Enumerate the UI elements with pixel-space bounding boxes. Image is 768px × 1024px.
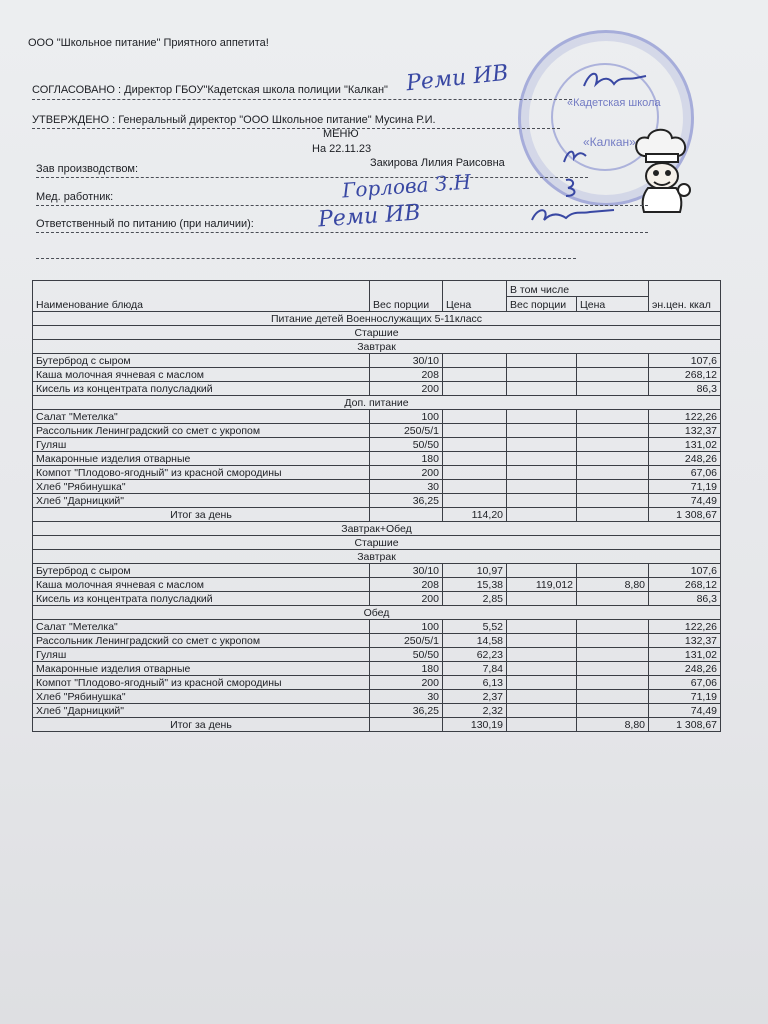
stamp-text-name: «Калкан» [583,135,636,149]
production-label: Зав производством: [36,163,139,175]
section-row [33,396,721,410]
dish-name-cell: Бутерброд с сыром [33,564,370,578]
price-cell: 2,85 [443,592,507,606]
table-row [33,634,721,648]
weight-cell: 36,25 [370,704,443,718]
including-weight-cell [507,690,577,704]
table-row [33,466,721,480]
weight-cell: 208 [370,578,443,592]
including-weight-cell [507,704,577,718]
price-cell [443,480,507,494]
table-row [33,620,721,634]
approved-line: УТВЕРЖДЕНО : Генеральный директор "ООО Школьное питание" Мусина Р.И. [32,114,436,126]
section-row [33,312,721,326]
agreed-underline [32,99,572,100]
price-cell [443,382,507,396]
section-row [33,536,721,550]
nutrition-label: Ответственный по питанию (при наличии): [36,218,254,230]
including-weight-cell [507,718,577,732]
weight-cell: 30/10 [370,354,443,368]
dish-name-cell: Хлеб "Дарницкий" [33,494,370,508]
table-row [33,438,721,452]
section-label: Завтрак [33,340,721,354]
energy-cell: 268,12 [649,368,721,382]
price-cell [443,494,507,508]
dish-name-cell: Кисель из концентрата полусладкий [33,382,370,396]
including-price-cell [577,354,649,368]
energy-cell: 107,6 [649,354,721,368]
col-including-price: Цена [577,296,649,312]
including-price-cell [577,480,649,494]
including-weight-cell [507,410,577,424]
dish-name-cell: Компот "Плодово-ягодный" из красной смородины [33,466,370,480]
section-label: Старшие [33,536,721,550]
energy-cell: 74,49 [649,704,721,718]
agreed-signature: Реми ИВ [404,60,510,97]
including-weight-cell [507,494,577,508]
menu-title: МЕНЮ [323,128,359,140]
price-cell: 130,19 [443,718,507,732]
price-cell: 5,52 [443,620,507,634]
nutrition-signature: Реми ИВ [317,200,422,233]
medic-initials-icon [560,176,586,198]
table-row [33,676,721,690]
energy-cell: 122,26 [649,410,721,424]
including-price-cell [577,410,649,424]
section-row [33,522,721,536]
dish-name-cell: Салат "Метелка" [33,620,370,634]
section-label: Завтрак+Обед [33,522,721,536]
weight-cell: 200 [370,466,443,480]
including-weight-cell [507,368,577,382]
price-cell: 10,97 [443,564,507,578]
dish-name-cell: Макаронные изделия отварные [33,662,370,676]
price-cell: 2,32 [443,704,507,718]
dish-name-cell: Рассольник Ленинградский со смет с укропом [33,634,370,648]
including-weight-cell [507,452,577,466]
col-price: Цена [443,281,507,312]
including-price-cell [577,508,649,522]
dish-name-cell: Рассольник Ленинградский со смет с укропом [33,424,370,438]
energy-cell: 67,06 [649,466,721,480]
weight-cell: 100 [370,620,443,634]
dish-name-cell: Бутерброд с сыром [33,354,370,368]
production-name: Закирова Лилия Раисовна [370,157,505,169]
price-cell: 114,20 [443,508,507,522]
price-cell: 14,58 [443,634,507,648]
production-underline [36,177,588,178]
weight-cell: 30 [370,480,443,494]
weight-cell: 200 [370,382,443,396]
price-cell [443,368,507,382]
including-price-cell [577,690,649,704]
stamp-text-school: «Кадетская школа [567,97,661,109]
dish-name-cell: Компот "Плодово-ягодный" из красной смородины [33,676,370,690]
table-row [33,424,721,438]
table-row [33,354,721,368]
including-price-cell [577,368,649,382]
table-row [33,368,721,382]
energy-cell: 71,19 [649,690,721,704]
price-cell: 7,84 [443,662,507,676]
including-weight-cell [507,676,577,690]
weight-cell: 180 [370,662,443,676]
including-price-cell [577,382,649,396]
dish-name-cell: Гуляш [33,438,370,452]
including-price-cell [577,676,649,690]
energy-cell: 1 308,67 [649,718,721,732]
energy-cell: 67,06 [649,676,721,690]
blank-underline [36,258,576,259]
dish-name-cell: Хлеб "Рябинушка" [33,690,370,704]
table-row [33,564,721,578]
dish-name-cell: Хлеб "Рябинушка" [33,480,370,494]
weight-cell: 50/50 [370,648,443,662]
energy-cell: 86,3 [649,382,721,396]
weight-cell: 200 [370,676,443,690]
dish-name-cell: Каша молочная ячневая с маслом [33,578,370,592]
energy-cell: 248,26 [649,452,721,466]
production-signature-icon [560,146,590,166]
approved-underline [32,128,560,129]
energy-cell: 107,6 [649,564,721,578]
stamp-signature-icon [580,66,650,96]
weight-cell: 250/5/1 [370,634,443,648]
including-price-cell [577,424,649,438]
including-price-cell: 8,80 [577,578,649,592]
menu-date: На 22.11.23 [312,143,372,155]
medic-signature: Горлова З.Н [341,169,472,203]
medic-label: Мед. работник: [36,191,114,203]
section-label: Питание детей Военнослужащих 5-11класс [33,312,721,326]
section-row [33,550,721,564]
dish-name-cell: Гуляш [33,648,370,662]
energy-cell: 86,3 [649,592,721,606]
chef-mascot-icon [626,126,696,216]
price-cell: 62,23 [443,648,507,662]
weight-cell: 30 [370,690,443,704]
including-weight-cell [507,620,577,634]
including-price-cell [577,494,649,508]
dish-name-cell: Каша молочная ячневая с маслом [33,368,370,382]
including-weight-cell [507,438,577,452]
nutrition-signature-icon [528,204,618,228]
section-label: Завтрак [33,550,721,564]
weight-cell: 36,25 [370,494,443,508]
table-row [33,592,721,606]
energy-cell: 248,26 [649,662,721,676]
price-cell: 2,37 [443,690,507,704]
including-weight-cell [507,508,577,522]
including-weight-cell [507,634,577,648]
including-weight-cell [507,662,577,676]
price-cell [443,466,507,480]
table-row [33,382,721,396]
table-row [33,480,721,494]
energy-cell: 268,12 [649,578,721,592]
including-price-cell [577,648,649,662]
energy-cell: 74,49 [649,494,721,508]
including-price-cell [577,564,649,578]
energy-cell: 1 308,67 [649,508,721,522]
including-weight-cell [507,382,577,396]
dish-name-cell: Салат "Метелка" [33,410,370,424]
section-row [33,326,721,340]
weight-cell [370,718,443,732]
energy-cell: 132,37 [649,634,721,648]
price-cell: 15,38 [443,578,507,592]
col-energy: эн.цен. ккал [649,281,721,312]
table-row [33,704,721,718]
table-row [33,494,721,508]
dish-name-cell: Итог за день [33,718,370,732]
section-row [33,340,721,354]
price-cell [443,438,507,452]
table-row [33,648,721,662]
including-weight-cell [507,564,577,578]
including-weight-cell: 119,012 [507,578,577,592]
table-row [33,662,721,676]
weight-cell [370,508,443,522]
energy-cell: 71,19 [649,480,721,494]
including-weight-cell [507,354,577,368]
energy-cell: 131,02 [649,648,721,662]
agreed-line: СОГЛАСОВАНО : Директор ГБОУ"Кадетская школа полиции "Калкан" [32,84,388,96]
including-price-cell [577,452,649,466]
weight-cell: 30/10 [370,564,443,578]
section-label: Обед [33,606,721,620]
table-row [33,690,721,704]
dish-name-cell: Итог за день [33,508,370,522]
section-row [33,606,721,620]
including-weight-cell [507,466,577,480]
weight-cell: 250/5/1 [370,424,443,438]
including-price-cell [577,634,649,648]
price-cell [443,452,507,466]
nutrition-underline [36,232,648,233]
including-price-cell: 8,80 [577,718,649,732]
menu-table-body [33,312,721,732]
company-greeting: ООО "Школьное питание" Приятного аппетита! [28,37,269,49]
including-weight-cell [507,648,577,662]
col-including-weight: Вес порции [507,296,577,312]
energy-cell: 132,37 [649,424,721,438]
weight-cell: 208 [370,368,443,382]
table-row [33,410,721,424]
including-price-cell [577,704,649,718]
price-cell: 6,13 [443,676,507,690]
col-dish-name: Наименование блюда [33,281,370,312]
including-price-cell [577,592,649,606]
total-row [33,718,721,732]
including-price-cell [577,620,649,634]
table-row [33,452,721,466]
including-weight-cell [507,424,577,438]
menu-table [32,280,721,732]
price-cell [443,354,507,368]
price-cell [443,410,507,424]
weight-cell: 180 [370,452,443,466]
weight-cell: 100 [370,410,443,424]
dish-name-cell: Хлеб "Дарницкий" [33,704,370,718]
including-price-cell [577,466,649,480]
weight-cell: 50/50 [370,438,443,452]
including-weight-cell [507,592,577,606]
table-row [33,578,721,592]
dish-name-cell: Макаронные изделия отварные [33,452,370,466]
energy-cell: 131,02 [649,438,721,452]
dish-name-cell: Кисель из концентрата полусладкий [33,592,370,606]
weight-cell: 200 [370,592,443,606]
total-row [33,508,721,522]
section-label: Доп. питание [33,396,721,410]
col-weight: Вес порции [370,281,443,312]
including-price-cell [577,438,649,452]
including-weight-cell [507,480,577,494]
including-price-cell [577,662,649,676]
price-cell [443,424,507,438]
energy-cell: 122,26 [649,620,721,634]
col-including: В том числе [507,281,649,297]
section-label: Старшие [33,326,721,340]
